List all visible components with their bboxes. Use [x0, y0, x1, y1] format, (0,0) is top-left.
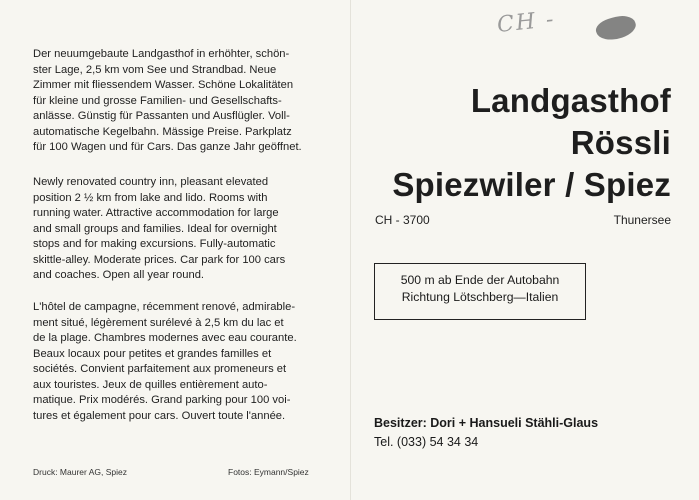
directions-box	[374, 263, 586, 320]
description-french: L'hôtel de campagne, récemment renové, admirable- ment situé, légèrement surélevé à 2,5 km du lac et de la plage. Chambres modernes avec eau courante. Beaux locaux pour petites et grandes familles et sociétés. Convient parfaitement aux promeneurs et aux touristes. Jeux de quilles entièrement auto- matique. Prix modérés. Grand parking pour 100 voi- tures et également pour cars. Ouvert toute l'année.	[33, 301, 297, 422]
printer-credit: Druck: Maurer AG, Spiez	[33, 467, 128, 477]
postal-code: CH - 3700	[375, 213, 430, 227]
ink-stamp-mark	[594, 11, 639, 44]
title-location: Spiezwiler / Spiez	[392, 166, 671, 203]
directions-line-2: Richtung Lötschberg—Italien	[401, 290, 559, 304]
title-landgasthof: Landgasthof	[470, 82, 671, 119]
description-english: Newly renovated country inn, pleasant elevated position 2 ½ km from lake and lido. Rooms with running water. Attractive accommodation for large and small groups and families. Ideal for overnight stops and for making excursions. Fully-automatic skittle-alley. Moderate prices. Car park for 100 cars and coaches. Open all year round.	[33, 176, 286, 281]
phone-line: Tel. (033) 54 34 34	[374, 435, 479, 449]
fold-divider	[350, 0, 351, 500]
handwritten-note: CH -	[495, 7, 557, 38]
title-roessli: Rössli	[570, 124, 671, 161]
photo-credit: Fotos: Eymann/Spiez	[228, 467, 309, 477]
description-german: Der neuumgebaute Landgasthof in erhöhter, schön- ster Lage, 2,5 km vom See und Strandbad. Neue Zimmer mit fliessendem Wasser. Schöne Lokalitäten für kleine und grosse Familien- und Gesellschafts- anlässe. Günstig für Passanten und Ausflügler. Voll- automatische Kegelbahn. Mässige Preise. Parkplatz für 100 Wagen und für Cars. Das ganze Jahr geöffnet.	[33, 48, 302, 153]
lake-name: Thunersee	[613, 213, 671, 227]
directions-line-1: 500 m ab Ende der Autobahn	[400, 273, 560, 287]
owner-line: Besitzer: Dori + Hansueli Stähli-Glaus	[374, 416, 599, 430]
